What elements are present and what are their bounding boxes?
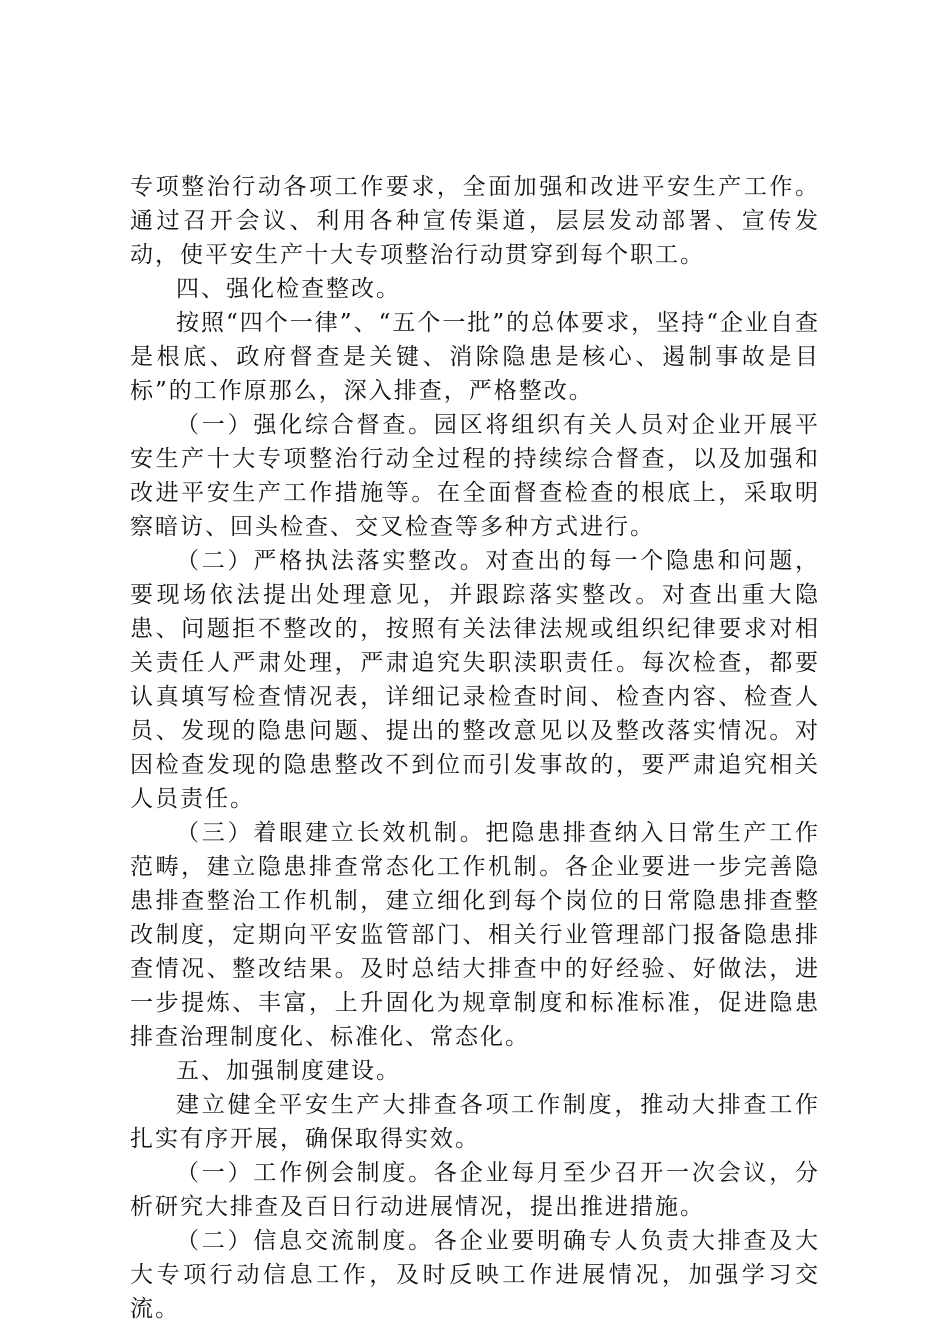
- paragraph-system-item-1: （一）工作例会制度。各企业每月至少召开一次会议，分析研究大排查及百日行动进展情况，提出推进措施。: [130, 1160, 820, 1220]
- section-heading-4: 四、强化检查整改。: [176, 276, 401, 302]
- paragraph-item-2: （二）严格执法落实整改。对查出的每一个隐患和问题，要现场依法提出处理意见，并跟踪落实整改。对查出重大隐患、问题拒不整改的，按照有关法律法规或组织纪律要求对相关责任人严肃处理，严肃追究失职渎职责任。每次检查，都要认真填写检查情况表，详细记录检查时间、检查内容、检查人员、发现的隐患问题、提出的整改意见以及整改落实情况。对因检查发现的隐患整改不到位而引发事故的，要严肃追究相关人员责任。: [130, 548, 820, 812]
- paragraph-system-intro: 建立健全平安生产大排查各项工作制度，推动大排查工作扎实有序开展，确保取得实效。: [130, 1092, 820, 1152]
- paragraph-requirements: 按照“四个一律”、“五个一批”的总体要求，坚持“企业自查是根底、政府督查是关键、消除隐患是核心、遏制事故是目标”的工作原那么，深入排查，严格整改。: [130, 310, 820, 404]
- paragraph-continuation: 专项整治行动各项工作要求，全面加强和改进平安生产工作。通过召开会议、利用各种宣传渠道，层层发动部署、宣传发动，使平安生产十大专项整治行动贯穿到每个职工。: [130, 174, 820, 268]
- section-heading-5: 五、加强制度建设。: [176, 1058, 401, 1084]
- paragraph-item-3: （三）着眼建立长效机制。把隐患排查纳入日常生产工作范畴，建立隐患排查常态化工作机制。各企业要进一步完善隐患排查整治工作机制，建立细化到每个岗位的日常隐患排查整改制度，定期向平安监管部门、相关行业管理部门报备隐患排查情况、整改结果。及时总结大排查中的好经验、好做法，进一步提炼、丰富，上升固化为规章制度和标准标准，促进隐患排查治理制度化、标准化、常态化。: [130, 820, 820, 1050]
- paragraph-system-item-2: （二）信息交流制度。各企业要明确专人负责大排查及大大专项行动信息工作，及时反映工作进展情况，加强学习交流。: [130, 1228, 820, 1322]
- paragraph-item-1: （一）强化综合督查。园区将组织有关人员对企业开展平安生产十大专项整治行动全过程的持续综合督查，以及加强和改进平安生产工作措施等。在全面督查检查的根底上，采取明察暗访、回头检查、交叉检查等多种方式进行。: [130, 412, 820, 540]
- document-body: [130, 170, 820, 1326]
